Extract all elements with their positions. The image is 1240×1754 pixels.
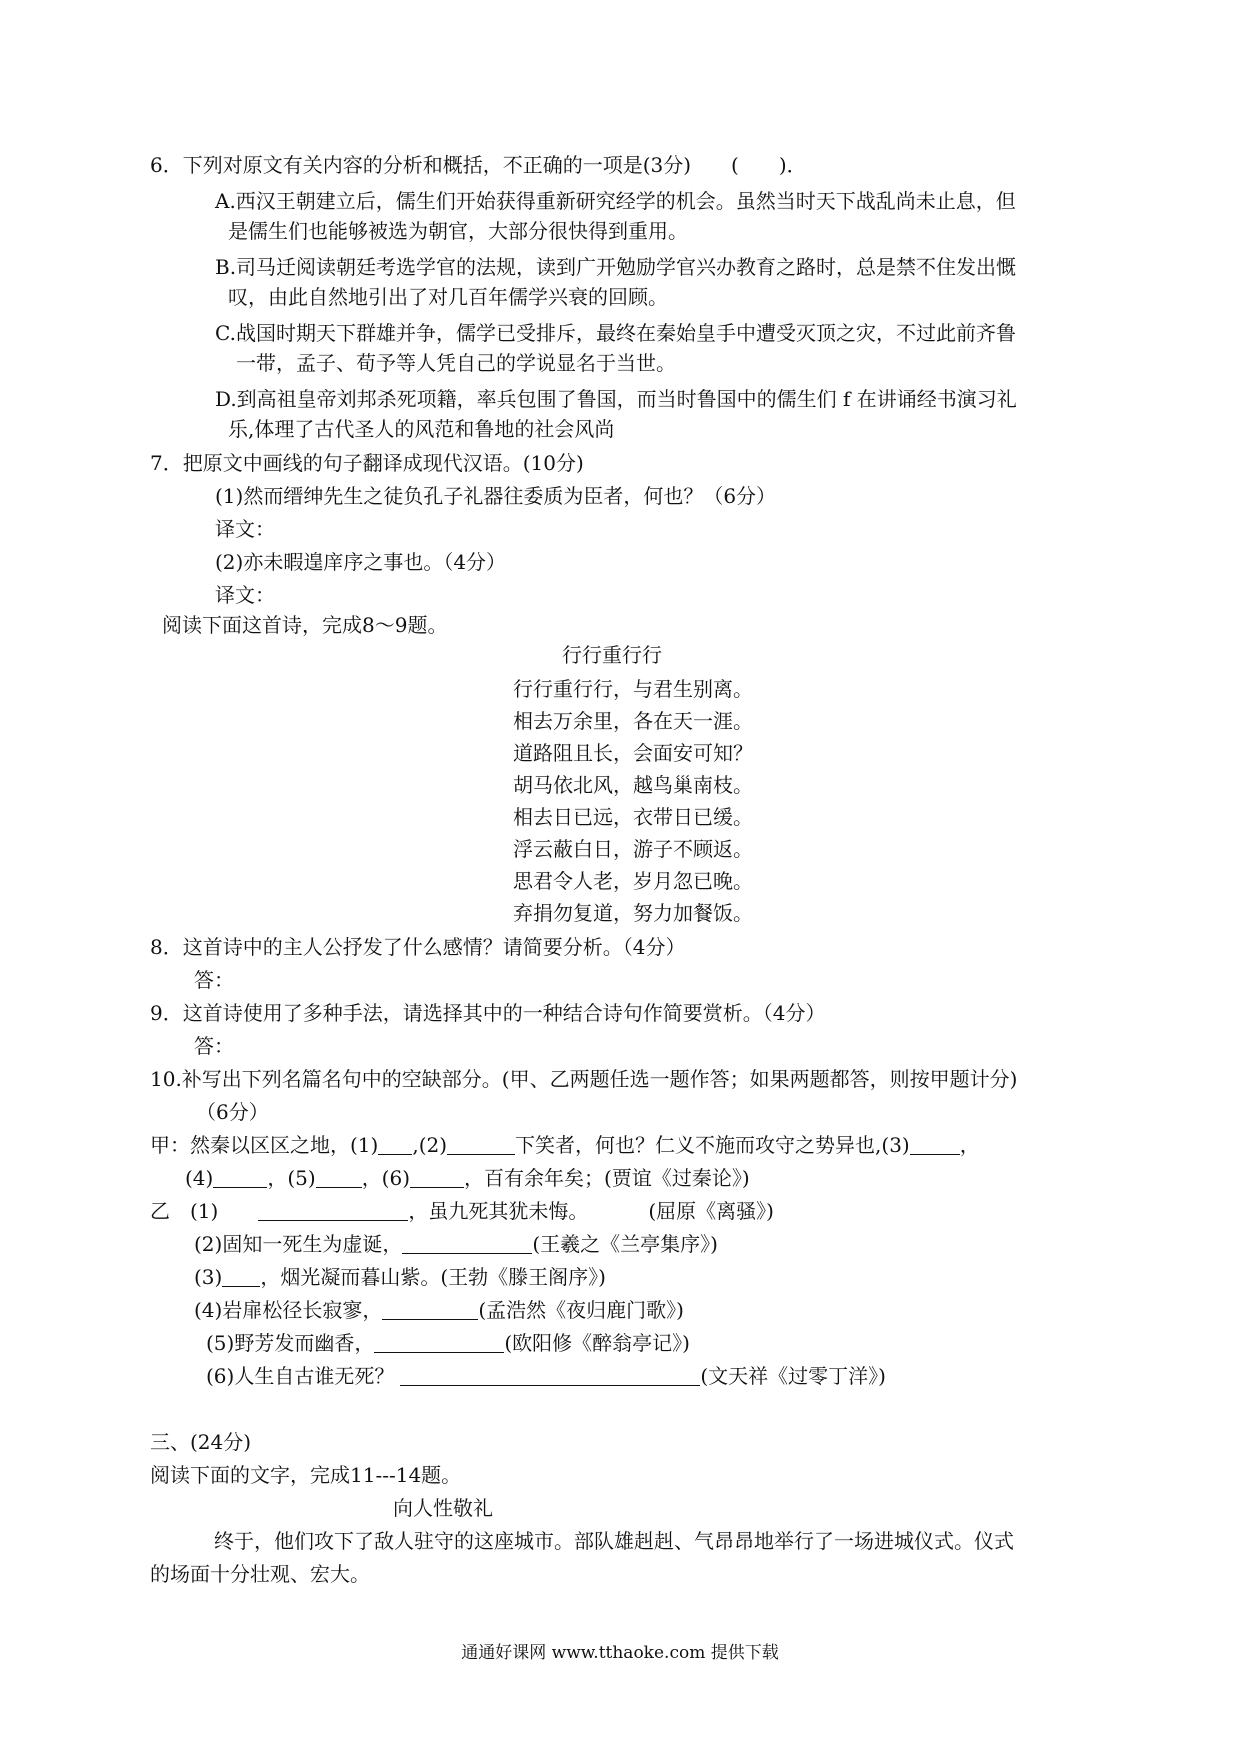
q7-sentence-1: (1)然而缙绅先生之徒负孔子礼器往委质为臣者，何也？（6分） (215, 484, 777, 508)
q10-jia-text: ，(6) (361, 1166, 411, 1190)
blank-line[interactable] (447, 1134, 515, 1155)
poem-line: 行行重行行，与君生别离。 (513, 677, 753, 701)
q10-yi-source: (文天祥《过零丁洋》) (700, 1364, 886, 1388)
q10-yi-text: ，烟光凝而暮山紫。(王勃《滕王阁序》) (260, 1265, 606, 1289)
q10-jia-line1 (150, 1132, 980, 1158)
q10-jia-text: 下笑者，何也？仁义不施而攻守之势异也,(3) (515, 1133, 910, 1157)
q10-yi-source: (孟浩然《夜归鹿门歌》) (478, 1298, 684, 1322)
q6-stem: 6．下列对原文有关内容的分析和概括，不正确的一项是(3分) ( )． (150, 153, 807, 177)
q10-yi-line5 (206, 1330, 690, 1356)
q10-yi-line2 (194, 1231, 718, 1257)
q10-jia-text: ，(5) (267, 1166, 316, 1190)
q10-yi-text: (3) (194, 1265, 223, 1289)
q10-yi-text: (6)人生自古谁无死？ (206, 1364, 395, 1388)
q10-yi-source: (欧阳修《醉翁亭记》) (504, 1331, 690, 1355)
q10-yi-text: (5)野芳发而幽香， (206, 1331, 375, 1355)
story-paragraph-line1: 终于，他们攻下了敌人驻守的这座城市。部队雄赳赳、气昂昂地举行了一场进城仪式。仪式 (214, 1529, 1014, 1553)
q10-yi-line1 (150, 1198, 774, 1224)
q10-yi-text: (4)岩扉松径长寂寥， (194, 1298, 383, 1322)
q9-stem: 9．这首诗使用了多种手法，请选择其中的一种结合诗句作简要赏析。（4分） (150, 1001, 826, 1025)
blank-line[interactable] (222, 1266, 260, 1287)
poem-intro: 阅读下面这首诗，完成8～9题。 (162, 613, 448, 637)
blank-line[interactable] (374, 1332, 504, 1353)
q10-yi-line3 (194, 1264, 606, 1290)
q10-jia-text: ，百有余年矣；(贾谊《过秦论》) (464, 1166, 750, 1190)
blank-line[interactable] (213, 1167, 267, 1188)
q10-yi-source: (王羲之《兰亭集序》) (532, 1232, 718, 1256)
q6-option-c-line1: C.战国时期天下群雄并争，儒学已受排斥，最终在秦始皇手中遭受灭顶之灾，不过此前齐鲁 (215, 321, 1016, 345)
blank-line[interactable] (378, 1134, 412, 1155)
blank-line[interactable] (402, 1233, 532, 1254)
blank-line[interactable] (258, 1200, 408, 1221)
poem-line: 道路阻且长，会面安可知？ (513, 741, 753, 765)
q10-stem: 10.补写出下列名篇名句中的空缺部分。(甲、乙两题任选一题作答；如果两题都答，则按甲题计分) (150, 1067, 1018, 1091)
q10-yi-line6 (206, 1363, 886, 1389)
q10-yi-text: 乙 (1) (150, 1199, 219, 1223)
q6-option-a-line2: 是儒生们也能够被选为朝官，大部分很快得到重用。 (228, 219, 688, 243)
q7-sentence-2: (2)亦未暇遑庠序之事也。（4分） (215, 550, 507, 574)
q7-translation-label-1: 译文： (215, 517, 275, 541)
q8-stem: 8．这首诗中的主人公抒发了什么感情？请简要分析。（4分） (150, 935, 686, 959)
q10-score: （6分） (196, 1100, 269, 1124)
q10-jia-text: ,(2) (412, 1133, 448, 1157)
poem-line: 思君令人老，岁月忽已晚。 (513, 869, 753, 893)
q7-stem: 7．把原文中画线的句子翻译成现代汉语。(10分) (150, 451, 584, 475)
story-paragraph-line2: 的场面十分壮观、宏大。 (150, 1562, 370, 1586)
poem-line: 弃捐勿复道，努力加餐饭。 (513, 901, 753, 925)
q6-option-b-line1: B.司马迁阅读朝廷考选学官的法规，读到广开勉励学官兴办教育之路时，总是禁不住发出慨 (215, 255, 1017, 279)
q10-jia-text: ， (959, 1133, 980, 1157)
q10-jia-text: (4) (185, 1166, 214, 1190)
poem-line: 相去万余里，各在天一涯。 (513, 709, 753, 733)
poem-line: 相去日已远，衣带日已缓。 (513, 805, 753, 829)
q8-answer-label: 答： (194, 968, 234, 992)
blank-line[interactable] (382, 1299, 478, 1320)
poem-title: 行行重行行 (562, 643, 662, 667)
blank-line[interactable] (910, 1134, 960, 1155)
q9-answer-label: 答： (194, 1034, 234, 1058)
poem-line: 胡马依北风，越鸟巢南枝。 (513, 773, 753, 797)
q6-option-d-line1: D.到高祖皇帝刘邦杀死项籍，率兵包围了鲁国，而当时鲁国中的儒生们 f 在讲诵经书演习礼 (215, 387, 1017, 411)
q10-jia-line2 (185, 1165, 750, 1191)
page-footer: 通通好课网 www.tthaoke.com 提供下载 (461, 1643, 779, 1663)
poem-line: 浮云蔽白日，游子不顾返。 (513, 837, 753, 861)
q6-option-c-line2: 一带，孟子、荀予等人凭自己的学说显名于当世。 (236, 351, 676, 375)
q6-option-b-line2: 叹，由此自然地引出了对几百年儒学兴衰的回顾。 (228, 285, 668, 309)
q10-jia-text: 甲：然秦以区区之地，(1) (150, 1133, 379, 1157)
q6-option-a-line1: A.西汉王朝建立后，儒生们开始获得重新研究经学的机会。虽然当时天下战乱尚未止息，但 (215, 189, 1016, 213)
blank-line[interactable] (316, 1167, 362, 1188)
section-3-heading: 三、(24分) (150, 1430, 252, 1454)
q10-yi-line4 (194, 1297, 684, 1323)
q10-yi-text: ，虽九死其犹未悔。 (408, 1199, 589, 1223)
q6-option-d-line2: 乐,体理了古代圣人的风范和鲁地的社会风尚 (228, 417, 615, 441)
story-title: 向人性敬礼 (393, 1496, 493, 1520)
blank-line[interactable] (410, 1167, 464, 1188)
q7-translation-label-2: 译文： (215, 583, 275, 607)
blank-line[interactable] (400, 1365, 700, 1386)
q10-yi-source: (屈原《离骚》) (648, 1199, 774, 1223)
section-3-intro: 阅读下面的文字，完成11---14题。 (150, 1463, 462, 1487)
q10-yi-text: (2)固知一死生为虚诞， (194, 1232, 403, 1256)
